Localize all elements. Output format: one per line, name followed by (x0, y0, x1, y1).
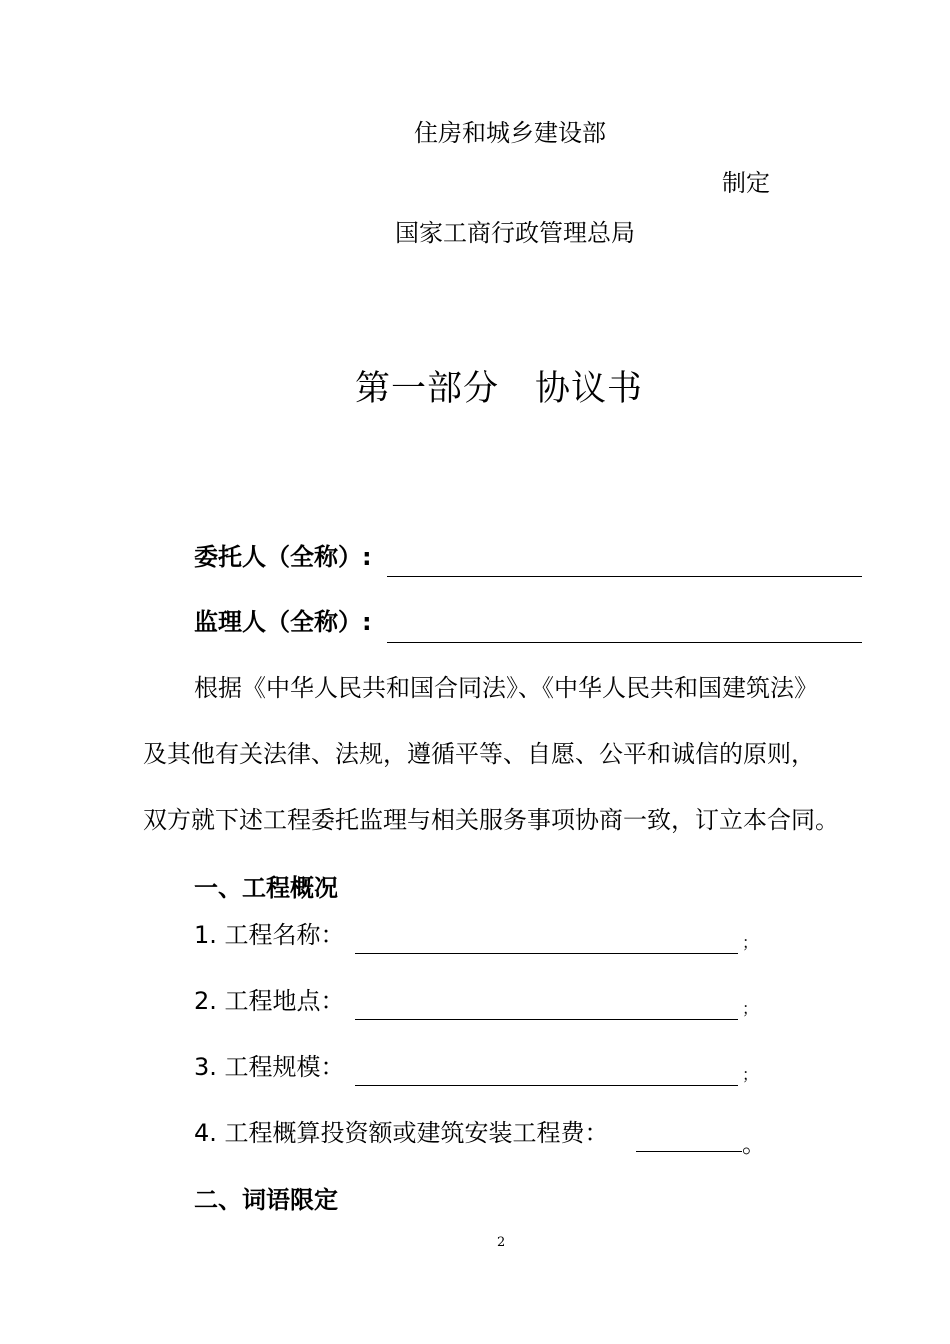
project-scale-end-mark: ； (742, 1065, 759, 1084)
project-budget-label: 4. 工程概算投资额或建筑安装工程费： (194, 1119, 609, 1147)
issuer-ministry-housing: 住房和城乡建设部 (414, 119, 606, 147)
preamble-line-2: 及其他有关法律、法规，遵循平等、自愿、公平和诚信的原则， (143, 740, 815, 768)
project-location-label: 2. 工程地点： (194, 987, 345, 1015)
project-location-end-mark: ； (742, 999, 759, 1018)
project-name-end-mark: ； (742, 933, 759, 952)
client-blank-line (387, 576, 862, 577)
project-budget-blank-line (636, 1151, 742, 1152)
project-name-label: 1. 工程名称： (194, 921, 345, 949)
preamble-line-1: 根据《中华人民共和国合同法》、《中华人民共和国建筑法》 (194, 674, 818, 702)
issuer-formulated-mark: 制定 (722, 169, 770, 197)
page-number: 2 (497, 1235, 506, 1250)
supervisor-label: 监理人（全称）: (194, 608, 372, 636)
project-location-blank-line (355, 1019, 738, 1020)
project-budget-end-mark: 。 (742, 1130, 766, 1158)
preamble-line-3: 双方就下述工程委托监理与相关服务事项协商一致，订立本合同。 (143, 806, 839, 834)
issuer-administration-commerce: 国家工商行政管理总局 (395, 219, 635, 247)
supervisor-blank-line (387, 642, 862, 643)
part-title: 第一部分 协议书 (355, 369, 644, 409)
section-2-heading: 二、词语限定 (194, 1186, 338, 1214)
client-label: 委托人（全称）: (194, 543, 372, 571)
project-name-blank-line (355, 953, 738, 954)
project-scale-blank-line (355, 1085, 738, 1086)
project-scale-label: 3. 工程规模： (194, 1053, 345, 1081)
section-1-heading: 一、工程概况 (194, 874, 338, 902)
